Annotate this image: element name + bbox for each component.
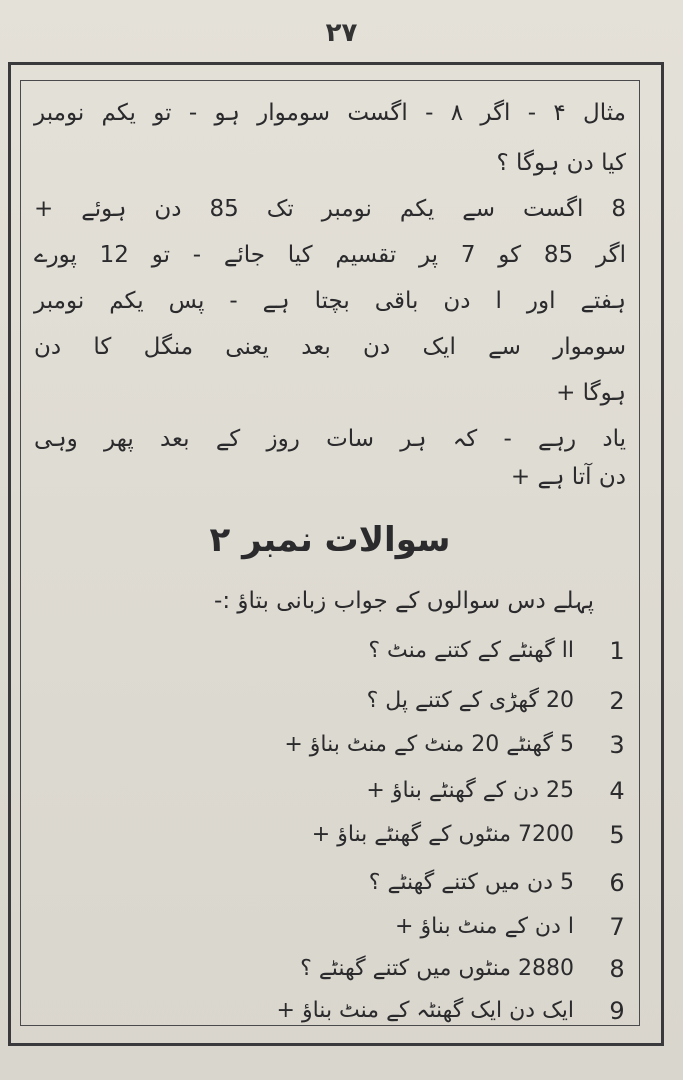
question-number: 8 xyxy=(609,955,625,983)
question-row xyxy=(26,866,634,900)
question-number: 4 xyxy=(609,777,625,805)
example-line: ہفتے اور ا دن باقی بچتا ہے - پس یکم نومبر xyxy=(34,288,626,314)
question-text: 20 گھڑی کے کتنے پل ؟ xyxy=(366,688,574,713)
question-text: ایک دن ایک گھنٹہ کے منٹ بناؤ + xyxy=(276,998,574,1023)
page-content xyxy=(26,88,634,1025)
example-line: سوموار سے ایک دن بعد یعنی منگل کا دن xyxy=(34,334,626,360)
example-line: اگر 85 کو 7 پر تقسیم کیا جائے - تو 12 پورے xyxy=(34,242,626,268)
example-line: مثال ۴ - اگر ۸ - اگست سوموار ہو - تو یکم نومبر xyxy=(34,100,626,126)
question-row xyxy=(26,728,634,762)
example-line: 8 اگست سے یکم نومبر تک 85 دن ہوئے + xyxy=(34,196,626,222)
question-number: 6 xyxy=(609,869,625,897)
question-number: 1 xyxy=(609,637,625,665)
section-title: سوالات نمبر ۲ xyxy=(209,520,451,560)
example-line: کیا دن ہوگا ؟ xyxy=(496,150,626,176)
question-row xyxy=(26,952,634,986)
page-number: ۲۷ xyxy=(325,18,358,48)
question-text: 5 دن میں کتنے گھنٹے ؟ xyxy=(368,870,574,895)
example-line: ہوگا + xyxy=(556,380,626,406)
question-text: 7200 منٹوں کے گھنٹے بناؤ + xyxy=(311,822,574,847)
question-text: 2880 منٹوں میں کتنے گھنٹے ؟ xyxy=(300,956,574,981)
question-text: ا دن کے منٹ بناؤ + xyxy=(395,914,574,939)
question-number: 3 xyxy=(609,731,625,759)
question-row xyxy=(26,818,634,852)
question-row xyxy=(26,634,634,668)
question-text: 5 گھنٹے 20 منٹ کے منٹ بناؤ + xyxy=(284,732,574,757)
question-row xyxy=(26,774,634,808)
question-number: 5 xyxy=(609,821,625,849)
question-row xyxy=(26,910,634,944)
instruction-text: پہلے دس سوالوں کے جواب زبانی بتاؤ :- xyxy=(214,588,594,614)
question-number: 7 xyxy=(609,913,625,941)
question-text: اا گھنٹے کے کتنے منٹ ؟ xyxy=(368,638,574,663)
example-line: دن آتا ہے + xyxy=(510,464,626,490)
question-row xyxy=(26,994,634,1028)
question-row xyxy=(26,684,634,718)
question-text: 25 دن کے گھنٹے بناؤ + xyxy=(366,778,574,803)
question-number: 9 xyxy=(609,997,625,1025)
question-number: 2 xyxy=(609,687,625,715)
example-line: یاد رہے - کہ ہر سات روز کے بعد پھر وہی xyxy=(34,426,626,452)
